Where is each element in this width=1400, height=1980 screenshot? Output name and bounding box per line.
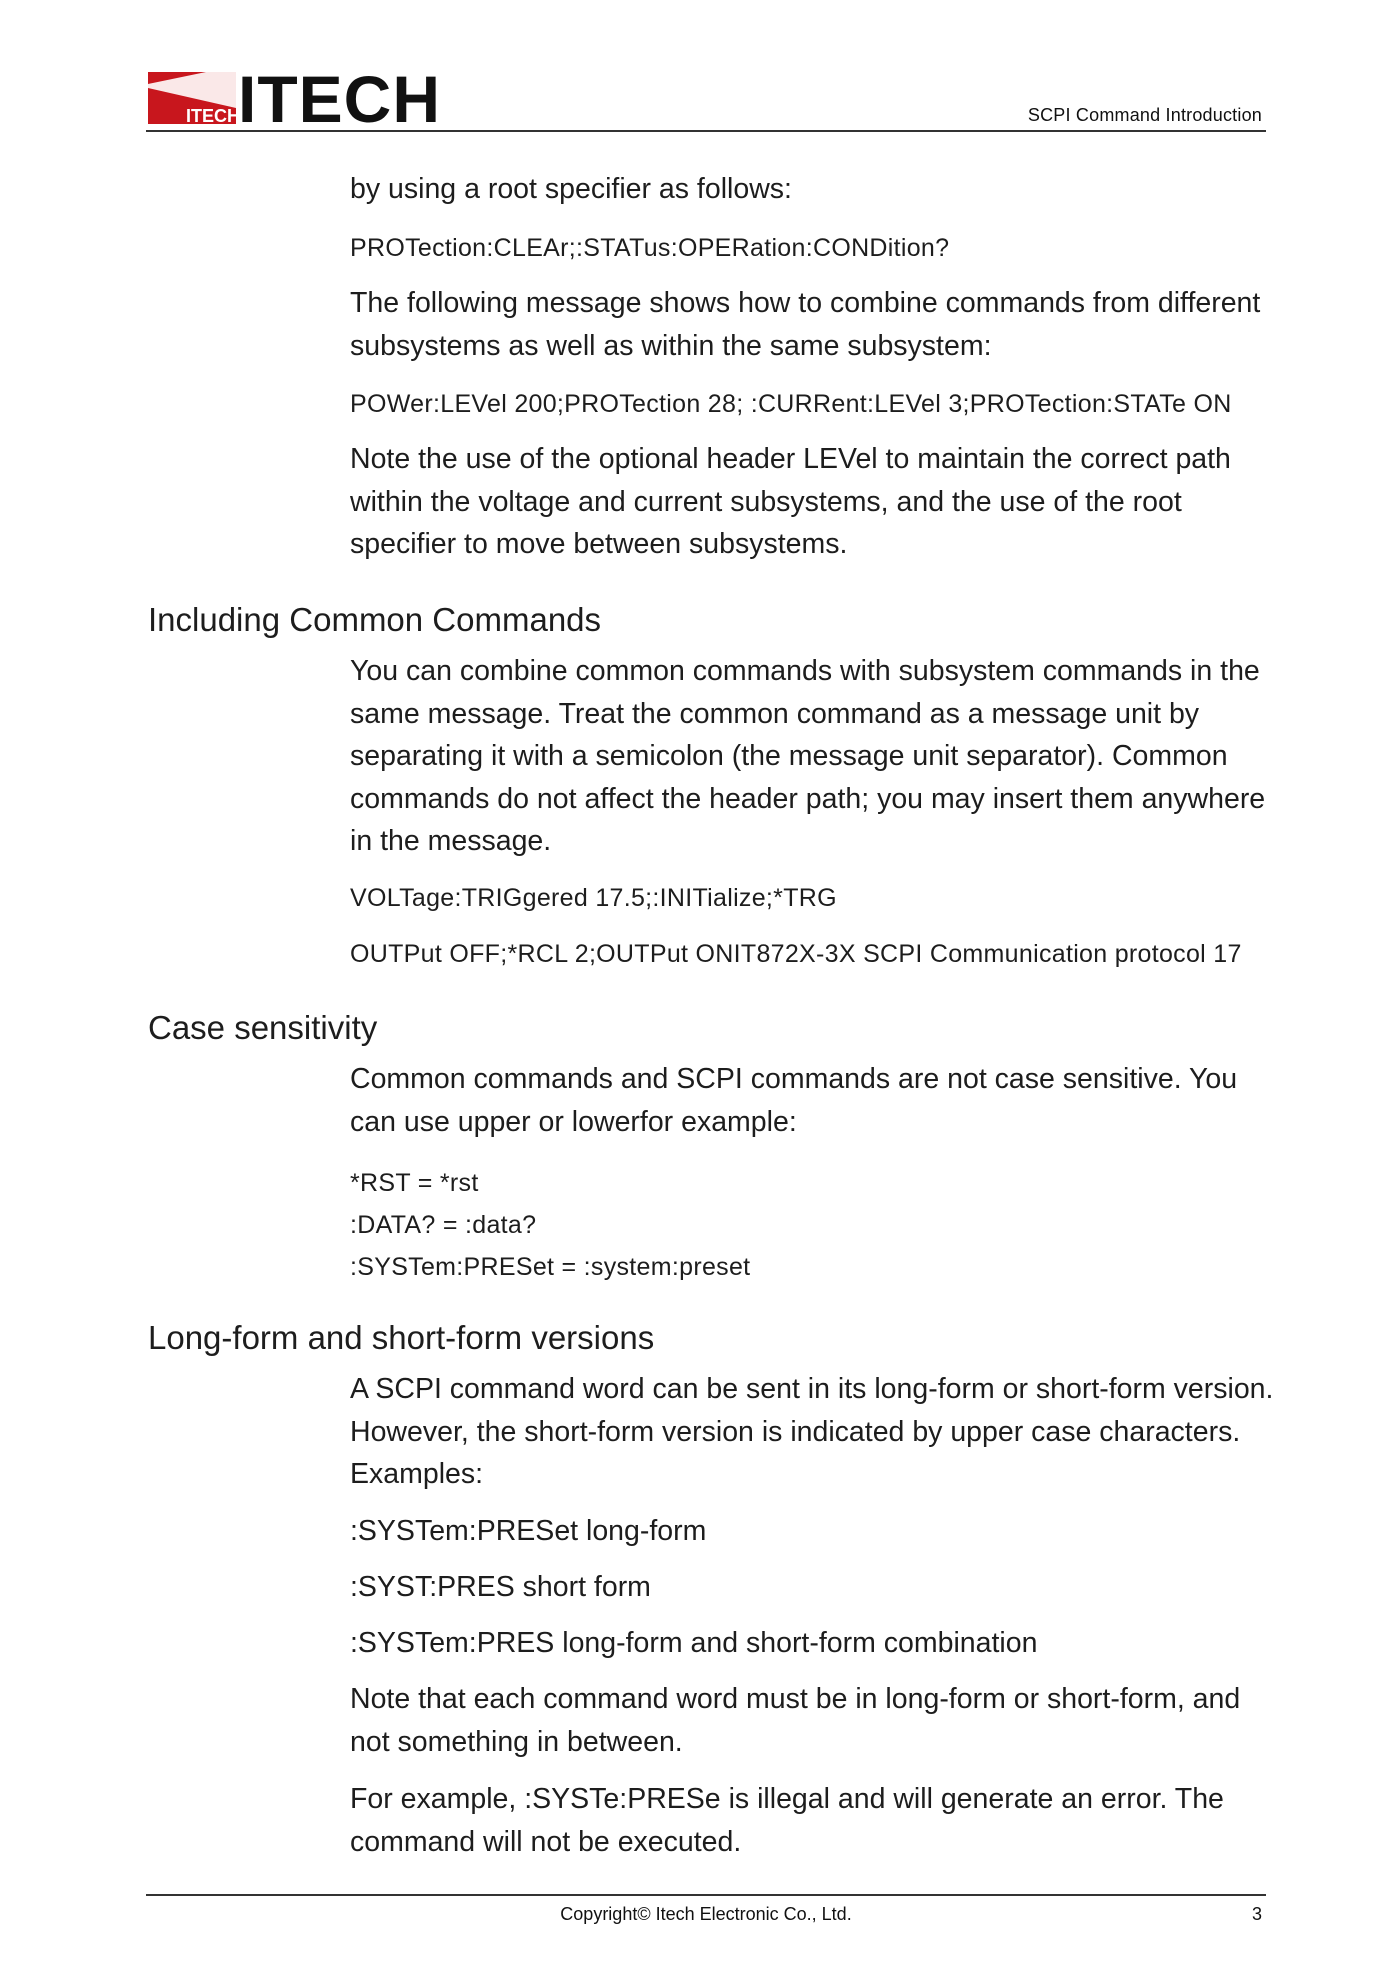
form-p3-line-2: command will not be executed. (350, 1825, 742, 1858)
case-code-2: :DATA? = :data? (350, 1211, 537, 1239)
common-line-2: same message. Treat the common command as a message unit by (350, 697, 1200, 730)
common-code-2: OUTPut OFF;*RCL 2;OUTPut ONIT872X-3X SCPI Communication protocol 17 (350, 940, 1242, 968)
case-line-2: can use upper or lowerfor example: (350, 1105, 797, 1138)
form-example-2-wrap (350, 1566, 1280, 1609)
common-code-1-wrap (350, 882, 1280, 914)
common-code-1: VOLTage:TRIGgered 17.5;:INITialize;*TRG (350, 884, 837, 912)
heading-common-commands: Including Common Commands (148, 601, 602, 638)
form-p2-line-1: Note that each command word must be in long-form or short-form, and (350, 1683, 1241, 1715)
form-p1-line-2: However, the short-form version is indicated by upper case characters. (350, 1415, 1241, 1448)
form-example-1: :SYSTem:PRESet long-form (350, 1515, 707, 1547)
form-p2-line-2: not something in between. (350, 1725, 683, 1758)
logo-badge-text: ITECH (186, 106, 240, 126)
case-paragraph (350, 1058, 1280, 1143)
intro-code-1-wrap (350, 232, 1280, 264)
form-paragraph-1 (350, 1368, 1280, 1496)
form-paragraph-3 (350, 1778, 1280, 1863)
form-paragraph-2 (350, 1678, 1280, 1763)
intro-block (350, 168, 1280, 211)
case-examples (350, 1162, 1280, 1288)
common-line-1: You can combine common commands with subsystem commands in the (350, 655, 1260, 687)
form-p1-line-3: Examples: (350, 1458, 484, 1490)
itech-logo (146, 66, 476, 128)
form-p1-line-1: A SCPI command word can be sent in its long-form or short-form version. (350, 1373, 1274, 1405)
common-commands-paragraph (350, 650, 1280, 863)
header-section-title: SCPI Command Introduction (1027, 105, 1262, 125)
heading-case-sensitivity: Case sensitivity (148, 1009, 378, 1046)
case-code-1: *RST = *rst (350, 1169, 479, 1197)
page-header (146, 60, 1266, 132)
intro-code-2: POWer:LEVel 200;PROTection 28; :CURRent:LEVel 3;PROTection:STATe ON (350, 390, 1232, 418)
page-footer (146, 1894, 1266, 1936)
case-line-1: Common commands and SCPI commands are not case sensitive. You (350, 1063, 1238, 1095)
intro-paragraph-2 (350, 282, 1280, 367)
form-p3-line-1: For example, :SYSTe:PRESe is illegal and will generate an error. The (350, 1783, 1224, 1815)
intro-paragraph-3 (350, 438, 1280, 566)
footer-copyright: Copyright© Itech Electronic Co., Ltd. (560, 1904, 852, 1924)
intro-paragraph-3-line-3: specifier to move between subsystems. (350, 528, 848, 560)
intro-paragraph-2-line-1: The following message shows how to combine commands from different (350, 287, 1261, 319)
intro-code-2-wrap (350, 388, 1280, 420)
common-line-4: commands do not affect the header path; you may insert them anywhere (350, 782, 1266, 815)
intro-paragraph-2-line-2: subsystems as well as within the same subsystem: (350, 329, 992, 362)
common-code-2-wrap (350, 938, 1280, 970)
page-number: 3 (1251, 1904, 1262, 1924)
form-example-2: :SYST:PRES short form (350, 1571, 651, 1603)
intro-paragraph-1: by using a root specifier as follows: (350, 173, 792, 205)
heading-long-short-form: Long-form and short-form versions (148, 1319, 655, 1356)
common-line-3: separating it with a semicolon (the message unit separator). Common (350, 740, 1228, 772)
form-example-3: :SYSTem:PRES long-form and short-form combination (350, 1627, 1038, 1659)
form-example-1-wrap (350, 1510, 1280, 1553)
common-line-5: in the message. (350, 825, 552, 857)
intro-paragraph-3-line-2: within the voltage and current subsystems, and the use of the root (350, 485, 1182, 518)
case-code-3: :SYSTem:PRESet = :system:preset (350, 1253, 751, 1281)
form-example-3-wrap (350, 1622, 1280, 1665)
intro-paragraph-3-line-1: Note the use of the optional header LEVel to maintain the correct path (350, 443, 1231, 475)
logo-wordmark: ITECH (238, 66, 441, 128)
intro-code-1: PROTection:CLEAr;:STATus:OPERation:CONDition? (350, 234, 950, 262)
